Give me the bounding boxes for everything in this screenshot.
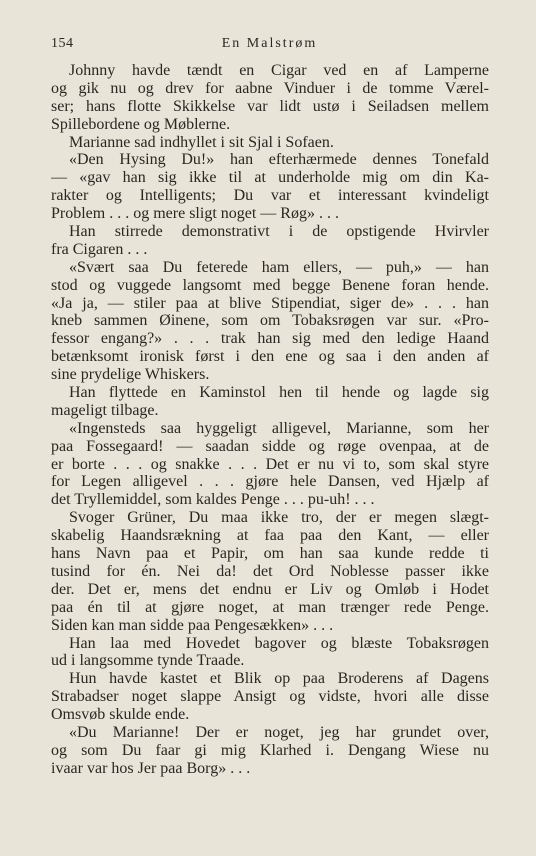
text-line: «Ja ja, — stiler paa at blive Stipendiat, siger de» . . . han [51, 294, 489, 312]
body-text [51, 62, 489, 778]
text-line: og gik nu og drev for aabne Vinduer i de tomme Værel- [51, 79, 489, 97]
text-line: rakter og Intelligents; Du var et interessant kvindeligt [51, 187, 489, 205]
text-line: Strabadser noget slappe Ansigt og vidste, hvori alle disse [51, 688, 489, 706]
text-line: tusind for én. Nei da! det Ord Noblesse passer ikke [51, 562, 489, 580]
text-line: — «gav han sig ikke til at underholde mig om din Ka- [51, 169, 489, 187]
text-line: Siden kan man sidde paa Pengesækken» . . . [51, 616, 334, 634]
text-line: Omsvøb skulde ende. [51, 706, 190, 724]
text-line: Marianne sad indhyllet i sit Sjal i Sofaen. [69, 133, 334, 151]
text-line: Han laa med Hovedet bagover og blæste Tobaksrøgen [69, 634, 489, 652]
text-line: ivaar var hos Jer paa Borg» . . . [51, 759, 251, 777]
text-line: ud i langsomme tynde Traade. [51, 652, 245, 670]
text-line: Problem . . . og mere sligt noget — Røg» . . . [51, 205, 339, 223]
text-line: «Du Marianne! Der er noget, jeg har grundet over, [69, 723, 489, 741]
text-line: Johnny havde tændt en Cigar ved en af Lamperne [69, 62, 489, 79]
text-line: Hun havde kastet et Blik op paa Broderens af Dagens [69, 670, 489, 688]
text-line: Spillebordene og Møblerne. [51, 115, 231, 133]
text-line: kneb sammen Øinene, som om Tobaksrøgen var sur. «Pro- [51, 312, 489, 330]
text-line: paa én til at gjøre noget, at man trænger rede Penge. [51, 598, 489, 616]
text-line: ser; hans flotte Skikkelse var lidt ustø i Seiladsen mellem [51, 97, 489, 115]
page-number: 154 [51, 36, 74, 51]
text-line: skabelig Haandsrækning at faa paa den Kant, — eller [51, 527, 489, 545]
text-line: paa Fossegaard! — saadan sidde og røge ovenpaa, at de [51, 437, 489, 455]
page-header [51, 36, 488, 56]
text-line: stod og vuggede langsomt med begge Benene foran hende. [51, 276, 489, 294]
running-title: En Malstrøm [221, 36, 318, 51]
text-line: der. Det er, mens det endnu er Liv og Omløb i Hodet [51, 580, 489, 598]
text-line: og som Du faar gi mig Klarhed i. Dengang Wiese nu [51, 741, 489, 759]
text-line: fra Cigaren . . . [51, 240, 148, 258]
text-line: fessor engang?» . . . trak han sig med den ledige Haand [51, 330, 489, 348]
text-line: «Svært saa Du feterede ham ellers, — puh,» — han [69, 258, 489, 276]
text-line: betænksomt ironisk først i den ene og saa i den anden af [51, 348, 489, 366]
text-line: «Ingensteds saa hyggeligt alligevel, Marianne, som her [69, 419, 489, 437]
text-line: Han stirrede demonstrativt i de opstigende Hvirvler [69, 223, 489, 241]
text-line: Han flyttede en Kaminstol hen til hende og lagde sig [69, 384, 489, 402]
text-line: det Tryllemiddel, som kaldes Penge . . . pu-uh! . . . [51, 491, 375, 509]
text-line: for Legen alligevel . . . gjøre hele Dansen, ved Hjælp af [51, 473, 489, 491]
text-line: «Den Hysing Du!» han efterhærmede dennes Tonefald [69, 151, 489, 169]
text-line: er borte . . . og snakke . . . Det er nu vi to, som skal styre [51, 455, 489, 473]
text-line: Svoger Grüner, Du maa ikke tro, der er megen slægt- [69, 509, 489, 527]
text-line: hans Navn paa et Papir, om han saa kunde redde ti [51, 545, 489, 563]
text-line: sine prydelige Whiskers. [51, 366, 210, 384]
text-line: mageligt tilbage. [51, 401, 159, 419]
